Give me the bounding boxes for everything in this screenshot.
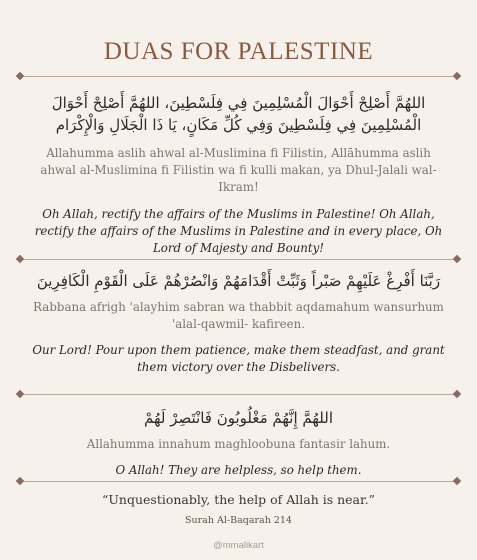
quran-quote: “Unquestionably, the help of Allah is near.” [102, 492, 375, 507]
author-handle: @mmalikart [213, 540, 264, 551]
dua-arabic: اللهُمَّ أَصْلِحْ أَحْوَالَ الْمُسْلِمِينَ فِي فِلَسْطِينَ، اللهُمَّ أَصْلِحْ أَحْوَالَ الْمُسْلِمِينَ فِي فِلَسْطِينَ وَفِي كُلِّ مَكَانٍ، يَا ذَا الْجَلَالِ وَالْإِكْرَام [51, 94, 426, 134]
divider [20, 394, 457, 395]
divider [20, 76, 457, 77]
dua-transliteration: Rabbana afrigh 'alayhim sabran wa thabbit aqdamahum wansurhum 'alal-qawmil- kafireen. [33, 300, 444, 331]
page-title: DUAS FOR PALESTINE [103, 38, 374, 65]
dua-translation: Oh Allah, rectify the affairs of the Muslims in Palestine! Oh Allah, rectify the affairs of the Muslims in Palestine and in every place, Oh Lord of Majesty and Bounty! [34, 207, 443, 255]
dua-block-1 [28, 92, 449, 257]
dua-translation: Our Lord! Pour upon them patience, make them steadfast, and grant them victory over the Disbelivers. [32, 343, 445, 374]
dua-arabic: رَبَّنَا أَفْرِغْ عَلَيْهِمْ صَبْراً وَثَبِّتْ أَقْدَامَهُمْ وَانْصُرْهُمْ عَلَى الْقَوْمِ الْكَافِرِينَ [36, 272, 441, 290]
dua-block-3 [28, 407, 449, 479]
quote-reference: Surah Al-Baqarah 214 [185, 515, 292, 526]
dua-translation: O Allah! They are helpless, so help them. [115, 463, 362, 477]
dua-block-2 [28, 270, 449, 376]
divider [20, 259, 457, 260]
dua-transliteration: Allahumma aslih ahwal al-Muslimina fi Filistin, Allāhumma aslih ahwal al-Muslimina fi Filistin wa fi kulli makan, ya Dhul-Jalali wal-Ikram! [40, 146, 437, 194]
dua-transliteration: Allahumma innahum maghloobuna fantasir lahum. [86, 437, 391, 451]
divider [20, 481, 457, 482]
dua-arabic: اللهُمَّ إِنَّهُمْ مَغْلُوبُونَ فَانْتَصِرْ لَهُمْ [143, 409, 334, 427]
